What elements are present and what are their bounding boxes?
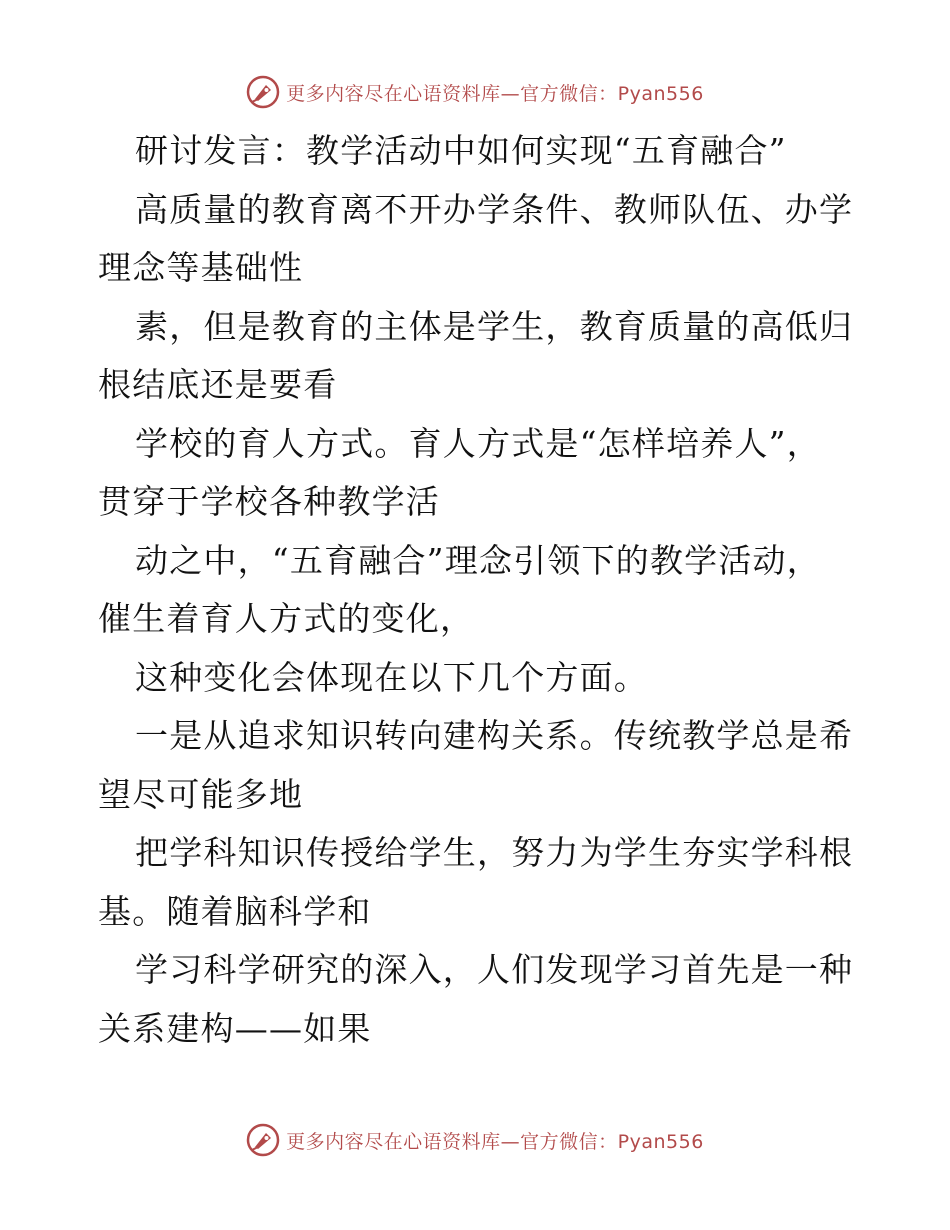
paragraph-line: 这种变化会体现在以下几个方面。 [135, 657, 648, 697]
paragraph-line: 把学科知识传授给学生，努力为学生夯实学科根 [135, 833, 854, 872]
footer-watermark [0, 1120, 950, 1160]
paragraph-line: 学习科学研究的深入，人们发现学习首先是一种 [135, 950, 854, 989]
pen-nib-icon [246, 75, 280, 109]
pen-nib-icon [246, 1123, 280, 1157]
paragraph-line: 贯穿于学校各种教学活 [98, 482, 440, 521]
paragraph-line: 动之中，“五育融合”理念引领下的教学活动， [135, 540, 821, 580]
paragraph-line: 望尽可能多地 [98, 774, 304, 814]
document-body [98, 122, 858, 1058]
document-title: 研讨发言：教学活动中如何实现“五育融合” [135, 131, 787, 170]
paragraph-line: 根结底还是要看 [98, 365, 338, 404]
paragraph-line: 一是从追求知识转向建构关系。传统教学总是希 [135, 716, 854, 755]
paragraph-line: 理念等基础性 [98, 248, 304, 287]
header-watermark [0, 72, 950, 112]
paragraph-line: 关系建构——如果 [98, 1008, 372, 1048]
watermark-text: 更多内容尽在心语资料库—官方微信：Pyan556 [286, 1130, 704, 1153]
paragraph-line: 素，但是教育的主体是学生，教育质量的高低归 [135, 306, 854, 346]
paragraph-line: 催生着育人方式的变化， [98, 599, 475, 638]
paragraph-line: 基。随着脑科学和 [98, 891, 372, 931]
paragraph-line: 高质量的教育离不开办学条件、教师队伍、办学 [135, 189, 854, 229]
paragraph-line: 学校的育人方式。育人方式是“怎样培养人”， [135, 423, 821, 463]
watermark-text: 更多内容尽在心语资料库—官方微信：Pyan556 [286, 82, 704, 105]
